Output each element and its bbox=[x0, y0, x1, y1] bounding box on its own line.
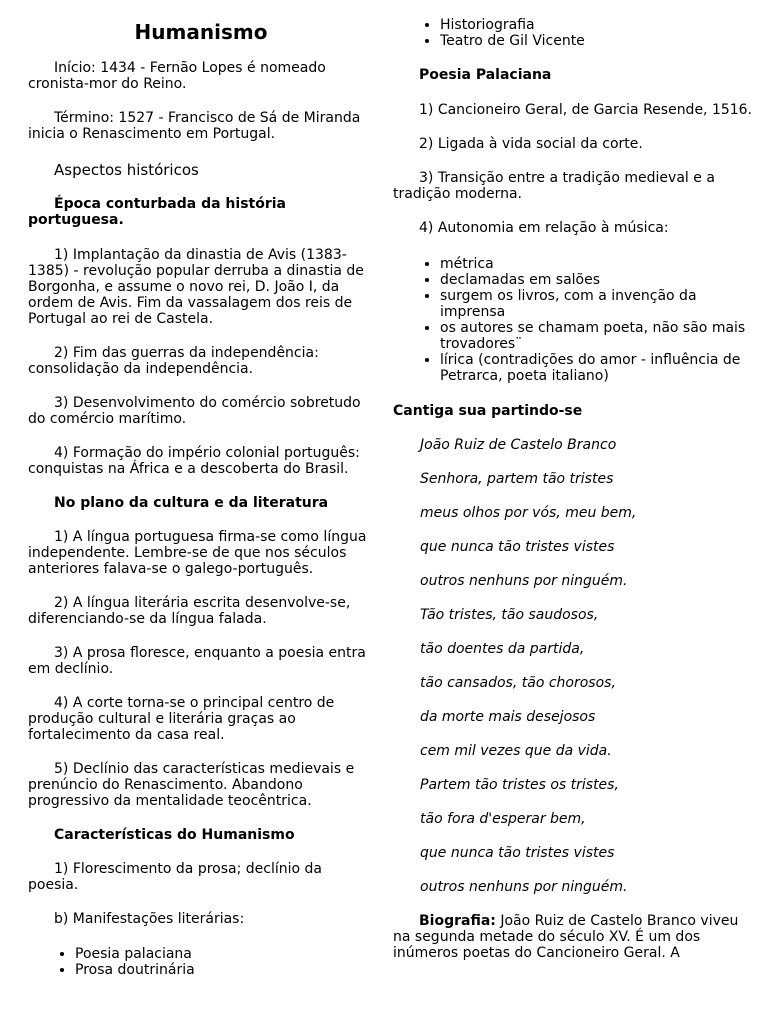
left-column bbox=[28, 0, 374, 978]
poem-line: outros nenhuns por ninguém. bbox=[420, 879, 628, 895]
biografia-text: João Ruiz de Castelo Branco viveu na segunda metade do século XV. É um dos inúmeros poetas do Cancioneiro Geral. A bbox=[393, 913, 739, 961]
poem-line: meus olhos por vós, meu bem, bbox=[420, 505, 637, 521]
list-item: • lírica (contradições do amor - influência de Petrarca, poeta italiano) bbox=[440, 352, 755, 384]
poem-line: tão fora d'esperar bem, bbox=[420, 811, 586, 827]
historia-item-3: 3) Desenvolvimento do comércio sobretudo do comércio marítimo. bbox=[28, 395, 361, 427]
list-item: • surgem os livros, com a invenção da imprensa bbox=[440, 288, 755, 320]
cultura-heading: No plano da cultura e da literatura bbox=[54, 495, 329, 511]
poem-line: da morte mais desejosos bbox=[420, 709, 596, 725]
poem-line: cem mil vezes que da vida. bbox=[420, 743, 612, 759]
historia-item-4: 4) Formação do império colonial português: conquistas na África e a descoberta do Brasil. bbox=[28, 445, 360, 477]
list-item: • Historiografia bbox=[440, 17, 755, 33]
poesia-item-2: 2) Ligada à vida social da corte. bbox=[419, 136, 643, 152]
historia-item-1: 1) Implantação da dinastia de Avis (1383-1385) - revolução popular derruba a dinastia de Borgonha, e assume o novo rei, D. João I, da ordem de Avis. Fim da vassalagem dos reis de Portugal ao rei de Castela. bbox=[28, 247, 364, 327]
poem bbox=[393, 437, 755, 895]
list-item: • Prosa doutrinária bbox=[75, 962, 374, 978]
cultura-item-3: 3) A prosa floresce, enquanto a poesia entra em declínio. bbox=[28, 645, 366, 677]
biografia-label: Biografia: bbox=[419, 913, 496, 929]
poesia-item-3: 3) Transição entre a tradição medieval e a tradição moderna. bbox=[393, 170, 715, 202]
caracteristicas-item-1: 1) Florescimento da prosa; declínio da poesia. bbox=[28, 861, 322, 893]
autonomia-list bbox=[393, 256, 755, 384]
poem-line: que nunca tão tristes vistes bbox=[420, 845, 615, 861]
poesia-item-1: 1) Cancioneiro Geral, de Garcia Resende, 1516. bbox=[419, 102, 753, 118]
historia-item-2: 2) Fim das guerras da independência: consolidação da independência. bbox=[28, 345, 319, 377]
poem-line: Senhora, partem tão tristes bbox=[420, 471, 614, 487]
poem-line: que nunca tão tristes vistes bbox=[420, 539, 615, 555]
poem-line: Tão tristes, tão saudosos, bbox=[420, 607, 599, 623]
aspectos-heading: Aspectos históricos bbox=[54, 161, 199, 179]
manifestacoes-list-continued bbox=[393, 17, 755, 49]
poem-line: Partem tão tristes os tristes, bbox=[420, 777, 619, 793]
cultura-item-4: 4) A corte torna-se o principal centro de produção cultural e literária graças ao fortalecimento da casa real. bbox=[28, 695, 335, 743]
caracteristicas-item-2: b) Manifestações literárias: bbox=[54, 911, 245, 927]
epoca-heading: Época conturbada da história portuguesa. bbox=[28, 196, 286, 228]
inicio-paragraph: Início: 1434 - Fernão Lopes é nomeado cronista-mor do Reino. bbox=[28, 60, 326, 92]
poem-author: João Ruiz de Castelo Branco bbox=[420, 437, 617, 453]
cantiga-heading: Cantiga sua partindo-se bbox=[393, 403, 583, 419]
list-item: • os autores se chamam poeta, não são mais trovadores¨ bbox=[440, 320, 755, 352]
list-item: • Poesia palaciana bbox=[75, 946, 374, 962]
poesia-heading: Poesia Palaciana bbox=[419, 67, 552, 83]
poem-line: tão cansados, tão chorosos, bbox=[420, 675, 616, 691]
cultura-item-1: 1) A língua portuguesa firma-se como língua independente. Lembre-se de que nos séculos anteriores falava-se o galego-português. bbox=[28, 529, 367, 577]
page-title: Humanismo bbox=[134, 20, 268, 44]
poem-line: tão doentes da partida, bbox=[420, 641, 585, 657]
list-item: • Teatro de Gil Vicente bbox=[440, 33, 755, 49]
list-item: • métrica bbox=[440, 256, 755, 272]
right-column bbox=[393, 0, 755, 961]
caracteristicas-heading: Características do Humanismo bbox=[54, 827, 295, 843]
list-item: • declamadas em salões bbox=[440, 272, 755, 288]
cultura-item-2: 2) A língua literária escrita desenvolve-se, diferenciando-se da língua falada. bbox=[28, 595, 351, 627]
manifestacoes-list bbox=[28, 946, 374, 978]
poesia-item-4: 4) Autonomia em relação à música: bbox=[419, 220, 669, 236]
biografia-paragraph bbox=[393, 913, 755, 961]
cultura-item-5: 5) Declínio das características medievais e prenúncio do Renascimento. Abandono progressivo da mentalidade teocêntrica. bbox=[28, 761, 355, 809]
poem-line: outros nenhuns por ninguém. bbox=[420, 573, 628, 589]
termino-paragraph: Término: 1527 - Francisco de Sá de Miranda inicia o Renascimento em Portugal. bbox=[28, 110, 361, 142]
